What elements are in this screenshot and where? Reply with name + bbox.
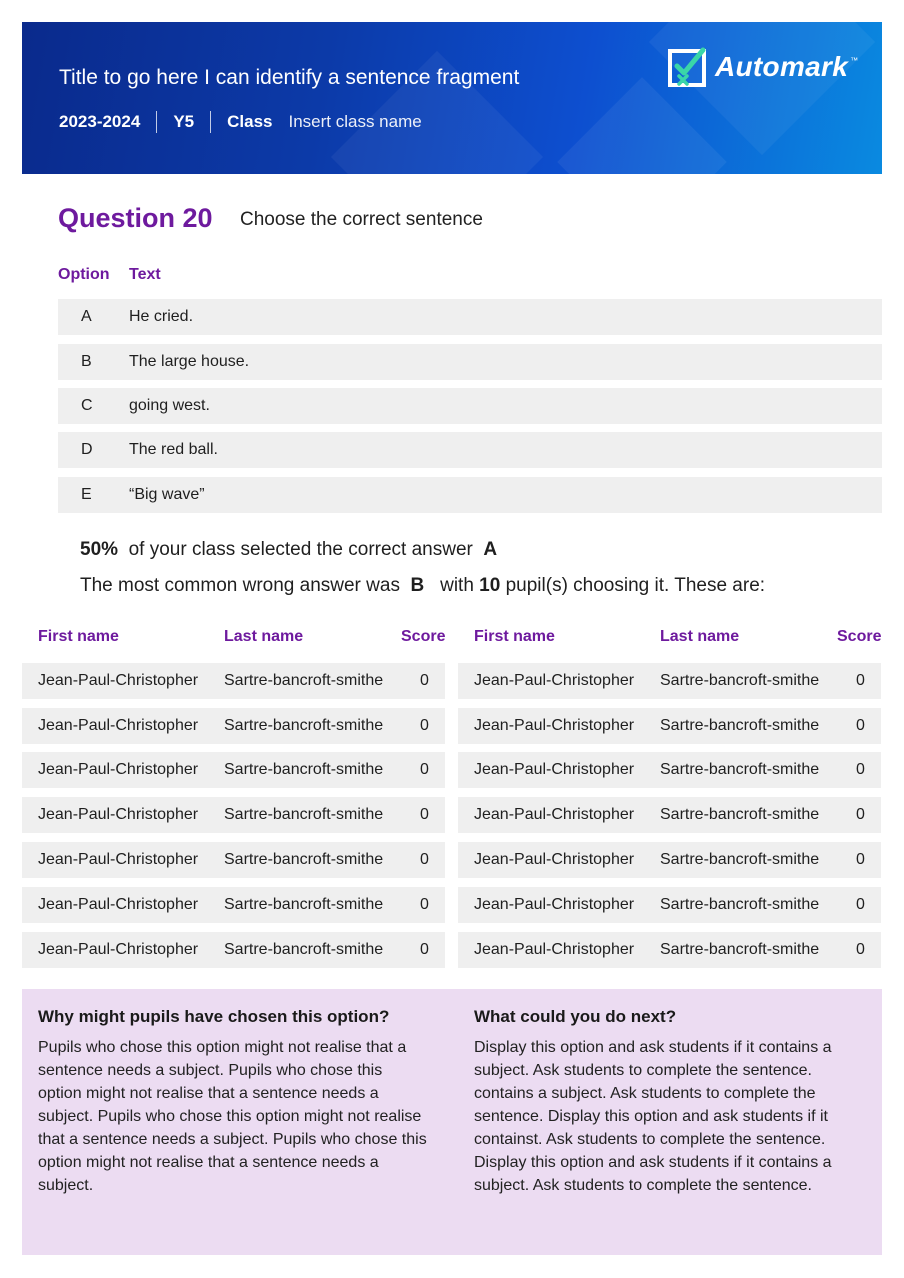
last-name: Sartre-bancroft-smithe xyxy=(224,941,384,958)
last-name-header: Last name xyxy=(224,628,304,645)
option-column-header: Option xyxy=(58,266,110,283)
why-chosen-text: Pupils who chose this option might not realise that a sentence needs a subject. Pupils who chose this option might not realise that a sentence needs a subject. Pupils who chose this option might not realise that a sentence needs a subject. Pupils who chose this option might not realise that a sentence needs a subject. xyxy=(38,1039,427,1194)
option-row xyxy=(58,388,882,424)
last-name: Sartre-bancroft-smithe xyxy=(660,851,820,868)
first-name: Jean-Paul-Christopher xyxy=(474,672,635,689)
first-name: Jean-Paul-Christopher xyxy=(474,851,635,868)
correct-answer: A xyxy=(483,539,498,560)
option-text: He cried. xyxy=(129,308,194,325)
first-name: Jean-Paul-Christopher xyxy=(474,761,635,778)
score: 0 xyxy=(856,806,865,823)
last-name: Sartre-bancroft-smithe xyxy=(224,851,384,868)
table-row xyxy=(458,752,881,788)
divider xyxy=(156,111,157,133)
option-row xyxy=(58,344,882,380)
first-name: Jean-Paul-Christopher xyxy=(38,717,199,734)
summary-text: pupil(s) choosing it. These are: xyxy=(505,575,766,596)
first-name: Jean-Paul-Christopher xyxy=(38,761,199,778)
question-text: Choose the correct sentence xyxy=(240,209,483,230)
last-name: Sartre-bancroft-smithe xyxy=(660,806,820,823)
score: 0 xyxy=(856,672,865,689)
score: 0 xyxy=(856,896,865,913)
table-row xyxy=(458,932,881,968)
option-letter: B xyxy=(81,353,92,370)
first-name: Jean-Paul-Christopher xyxy=(474,806,635,823)
page-title: Title to go here I can identify a sentence fragment xyxy=(59,66,520,89)
wrong-answer-summary xyxy=(80,575,765,597)
first-name: Jean-Paul-Christopher xyxy=(38,806,199,823)
first-name: Jean-Paul-Christopher xyxy=(38,851,199,868)
last-name: Sartre-bancroft-smithe xyxy=(660,761,820,778)
score: 0 xyxy=(420,851,429,868)
score: 0 xyxy=(420,717,429,734)
last-name: Sartre-bancroft-smithe xyxy=(224,672,384,689)
score: 0 xyxy=(420,896,429,913)
table-row xyxy=(22,797,445,833)
score: 0 xyxy=(420,941,429,958)
option-letter: E xyxy=(81,486,92,503)
logo-text: Automark xyxy=(715,51,849,82)
summary-text: The most common wrong answer was xyxy=(80,575,400,596)
class-label: Class xyxy=(227,112,273,131)
score: 0 xyxy=(420,672,429,689)
header-meta xyxy=(59,111,422,133)
why-chosen-section xyxy=(38,1007,430,1197)
divider xyxy=(210,111,211,133)
last-name: Sartre-bancroft-smithe xyxy=(660,672,820,689)
last-name: Sartre-bancroft-smithe xyxy=(660,717,820,734)
table-row xyxy=(22,708,445,744)
table-row xyxy=(22,663,445,699)
next-steps-section xyxy=(474,1007,866,1197)
text-column-header: Text xyxy=(129,266,161,283)
table-row xyxy=(22,842,445,878)
correct-answer-summary xyxy=(80,539,497,561)
report-header xyxy=(22,22,882,174)
table-row xyxy=(458,842,881,878)
option-text: The large house. xyxy=(129,353,250,370)
percent-correct: 50% xyxy=(80,539,119,560)
first-name: Jean-Paul-Christopher xyxy=(38,941,199,958)
last-name-header: Last name xyxy=(660,628,740,645)
summary-text: of your class selected the correct answer xyxy=(128,539,473,560)
first-name-header: First name xyxy=(38,628,119,645)
next-steps-text: Display this option and ask students if it contains a subject. Ask students to complete the sentence. contains a subject. Ask students to complete the sentence. Display this option and ask students if it containst. Ask students to complete the sentence. Display this option and ask students if it contains a subject. Ask students to complete the sentence. xyxy=(474,1039,832,1194)
first-name: Jean-Paul-Christopher xyxy=(474,941,635,958)
pupil-count: 10 xyxy=(479,575,501,596)
academic-year: 2023-2024 xyxy=(59,112,141,131)
option-row xyxy=(58,432,882,468)
option-letter: C xyxy=(81,397,93,414)
table-row xyxy=(22,887,445,923)
option-text: going west. xyxy=(129,397,210,414)
score-header: Score xyxy=(837,628,882,645)
score: 0 xyxy=(856,941,865,958)
first-name-header: First name xyxy=(474,628,555,645)
option-letter: A xyxy=(81,308,92,325)
first-name: Jean-Paul-Christopher xyxy=(474,896,635,913)
score: 0 xyxy=(856,761,865,778)
score: 0 xyxy=(856,851,865,868)
question-label: Question 20 xyxy=(58,203,213,233)
last-name: Sartre-bancroft-smithe xyxy=(224,717,384,734)
option-text: The red ball. xyxy=(129,441,218,458)
option-row xyxy=(58,299,882,335)
table-row xyxy=(458,887,881,923)
option-row xyxy=(58,477,882,513)
table-row xyxy=(22,932,445,968)
why-chosen-title: Why might pupils have chosen this option? xyxy=(38,1007,390,1026)
wrong-answer: B xyxy=(410,575,425,596)
class-name: Insert class name xyxy=(288,112,422,131)
first-name: Jean-Paul-Christopher xyxy=(38,896,199,913)
score: 0 xyxy=(420,806,429,823)
table-row xyxy=(458,663,881,699)
option-text: “Big wave” xyxy=(129,486,205,503)
last-name: Sartre-bancroft-smithe xyxy=(224,896,384,913)
table-row xyxy=(458,708,881,744)
option-letter: D xyxy=(81,441,93,458)
summary-text: with xyxy=(440,575,474,596)
last-name: Sartre-bancroft-smithe xyxy=(660,896,820,913)
logo-trademark: ™ xyxy=(850,55,859,65)
first-name: Jean-Paul-Christopher xyxy=(38,672,199,689)
table-row xyxy=(458,797,881,833)
last-name: Sartre-bancroft-smithe xyxy=(660,941,820,958)
last-name: Sartre-bancroft-smithe xyxy=(224,761,384,778)
guidance-panel xyxy=(22,989,882,1255)
table-row xyxy=(22,752,445,788)
score-header: Score xyxy=(401,628,446,645)
score: 0 xyxy=(856,717,865,734)
score: 0 xyxy=(420,761,429,778)
automark-logo xyxy=(667,46,858,88)
first-name: Jean-Paul-Christopher xyxy=(474,717,635,734)
year-group: Y5 xyxy=(173,112,195,131)
next-steps-title: What could you do next? xyxy=(474,1007,677,1026)
checkbox-logo-icon xyxy=(667,46,709,88)
last-name: Sartre-bancroft-smithe xyxy=(224,806,384,823)
